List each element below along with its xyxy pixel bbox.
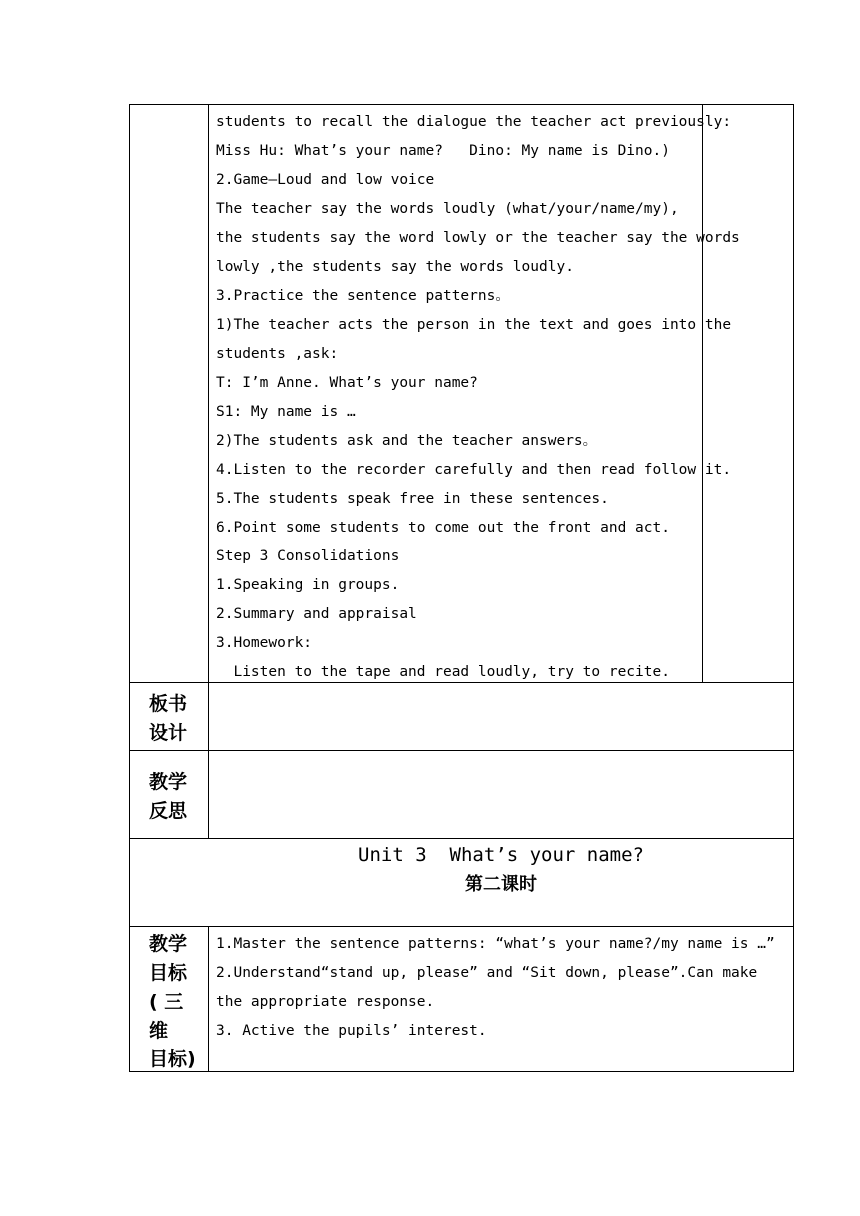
- procedure-line: 2.Summary and appraisal: [216, 606, 417, 622]
- objectives-label: 目标: [149, 962, 188, 984]
- objective-line: the appropriate response.: [216, 994, 435, 1010]
- objectives-label: 维: [149, 1020, 169, 1042]
- reflection-bottom-border: [129, 838, 794, 839]
- procedure-line: 4.Listen to the recorder carefully and then read follow it.: [216, 462, 732, 478]
- notes-column-divider: [702, 104, 703, 683]
- board-design-label: 设计: [149, 722, 188, 744]
- unit-title: Unit 3 What’s your name?: [358, 844, 644, 866]
- table-bottom-border: [129, 1071, 794, 1072]
- objective-line: 3. Active the pupils’ interest.: [216, 1023, 487, 1039]
- table-top-border: [129, 104, 794, 105]
- procedure-line: 1)The teacher acts the person in the text and goes into the: [216, 317, 732, 333]
- objective-line: 2.Understand“stand up, please” and “Sit down, please”.Can make: [216, 965, 758, 981]
- procedure-line: lowly ,the students say the words loudly.: [216, 259, 574, 275]
- procedure-line: Listen to the tape and read loudly, try to recite.: [216, 664, 670, 680]
- procedure-line: 6.Point some students to come out the front and act.: [216, 520, 670, 536]
- objectives-label: 教学: [149, 933, 188, 955]
- procedure-line: 2)The students ask and the teacher answers。: [216, 433, 598, 449]
- procedure-line: the students say the word lowly or the teacher say the words: [216, 230, 740, 246]
- procedure-line: Step 3 Consolidations: [216, 548, 400, 564]
- table-left-border: [129, 104, 130, 1072]
- label-column-divider-top: [208, 104, 209, 839]
- procedure-line: 2.Game—Loud and low voice: [216, 172, 435, 188]
- procedure-line: students to recall the dialogue the teacher act previously:: [216, 114, 732, 130]
- unit-title-bottom-border: [129, 926, 794, 927]
- objectives-label: ( 三: [149, 991, 184, 1013]
- procedure-line: 5.The students speak free in these sentences.: [216, 491, 609, 507]
- procedure-line: S1: My name is …: [216, 404, 356, 420]
- procedure-line: 1.Speaking in groups.: [216, 577, 400, 593]
- reflection-label: 教学: [149, 771, 188, 793]
- procedure-line: 3.Homework:: [216, 635, 313, 651]
- label-column-divider-bottom: [208, 926, 209, 1072]
- board-design-label: 板书: [149, 693, 188, 715]
- procedure-line: The teacher say the words loudly (what/your/name/my),: [216, 201, 679, 217]
- reflection-label: 反思: [149, 800, 188, 822]
- board-design-bottom-border: [129, 750, 794, 751]
- procedure-line: students ,ask:: [216, 346, 339, 362]
- table-right-border: [793, 104, 794, 1072]
- procedure-line: 3.Practice the sentence patterns。: [216, 288, 510, 304]
- lesson-subtitle: 第二课时: [465, 874, 537, 895]
- objective-line: 1.Master the sentence patterns: “what’s your name?/my name is …”: [216, 936, 775, 952]
- procedure-line: Miss Hu: What’s your name? Dino: My name is Dino.): [216, 143, 670, 159]
- procedure-line: T: I’m Anne. What’s your name?: [216, 375, 478, 391]
- objectives-label: 目标): [149, 1048, 196, 1070]
